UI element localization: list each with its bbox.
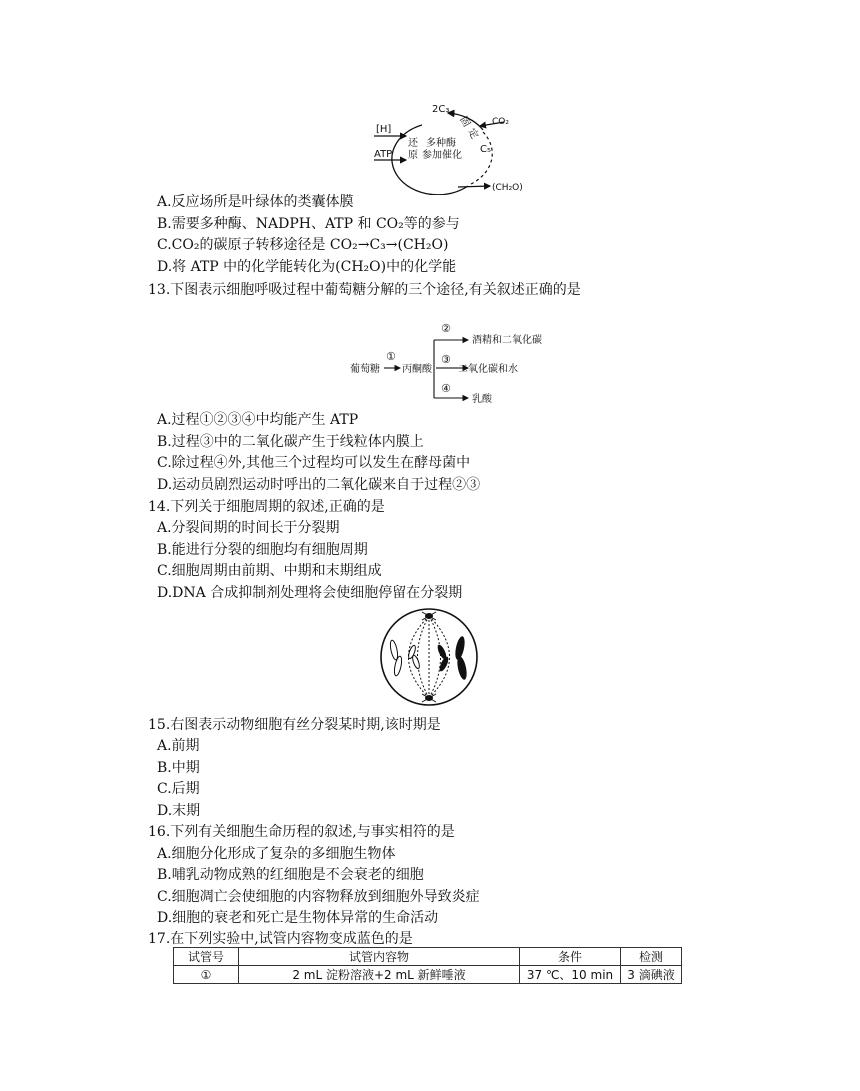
glucose-label: 葡萄糖 [350, 364, 380, 375]
experiment-table [173, 947, 682, 984]
ch2o-label: (CH₂O) [492, 183, 523, 193]
yuan-label: 原 [408, 150, 418, 161]
enzyme-label-2: 参加催化 [422, 150, 462, 161]
table-cell: 37 ℃、10 min [520, 966, 621, 984]
pyruvate-label: 丙酮酸 [402, 364, 432, 375]
q15-option-c: C.后期 [157, 781, 200, 797]
c3-label: 2C₃ [432, 104, 450, 115]
q14-option-d: D.DNA 合成抑制剂处理将会使细胞停留在分裂期 [157, 585, 463, 601]
co2-label: CO₂ [492, 117, 509, 127]
q13-option-d: D.运动员剧烈运动时呼出的二氧化碳来自于过程②③ [157, 477, 481, 493]
output-3-label: 二氧化碳和水 [458, 364, 518, 375]
enzyme-label-1: 多种酶 [426, 138, 456, 149]
atp-label: ATP [374, 149, 393, 160]
respiration-pathway-diagram [348, 318, 558, 408]
q14-option-a: A.分裂间期的时间长于分裂期 [157, 520, 340, 536]
q14-stem: 14.下列关于细胞周期的叙述,正确的是 [148, 499, 385, 515]
q12-option-b: B.需要多种酶、NADPH、ATP 和 CO₂等的参与 [157, 216, 460, 232]
table-cell: 2 mL 淀粉溶液+2 mL 新鲜唾液 [239, 966, 520, 984]
q17-stem: 17.在下列实验中,试管内容物变成蓝色的是 [148, 931, 413, 947]
q16-option-b: B.哺乳动物成熟的红细胞是不会衰老的细胞 [157, 867, 424, 883]
table-header-row [174, 948, 682, 966]
fixation-label-2: 定 [465, 126, 480, 142]
table-cell: ① [174, 966, 239, 984]
q16-option-a: A.细胞分化形成了复杂的多细胞生物体 [157, 846, 396, 862]
table-header: 检测 [621, 948, 682, 966]
q13-stem: 13.下图表示细胞呼吸过程中葡萄糖分解的三个途径,有关叙述正确的是 [148, 282, 581, 298]
q12-option-d: D.将 ATP 中的化学能转化为(CH₂O)中的化学能 [157, 259, 457, 275]
output-4-label: 乳酸 [472, 394, 492, 405]
q13-option-b: B.过程③中的二氧化碳产生于线粒体内膜上 [157, 434, 424, 450]
q13-option-a: A.过程①②③④中均能产生 ATP [157, 412, 359, 428]
q15-option-d: D.末期 [157, 803, 201, 819]
process-3-label: ③ [441, 353, 451, 366]
huan-label: 还 [408, 138, 418, 149]
q16-stem: 16.下列有关细胞生命历程的叙述,与事实相符的是 [148, 824, 455, 840]
calvin-cycle-diagram [368, 100, 528, 195]
q15-option-b: B.中期 [157, 760, 200, 776]
h-label: [H] [376, 124, 392, 135]
q14-option-c: C.细胞周期由前期、中期和末期组成 [157, 563, 382, 579]
table-row [174, 966, 682, 984]
process-4-label: ④ [441, 382, 451, 395]
mitosis-cell-diagram [378, 606, 480, 708]
table-header: 试管号 [174, 948, 239, 966]
q15-stem: 15.右图表示动物细胞有丝分裂某时期,该时期是 [148, 717, 441, 733]
fixation-label-1: 固 [457, 114, 472, 130]
q16-option-d: D.细胞的衰老和死亡是生物体异常的生命活动 [157, 910, 439, 926]
process-2-label: ② [441, 322, 451, 335]
table-cell: 3 滴碘液 [621, 966, 682, 984]
q13-option-c: C.除过程④外,其他三个过程均可以发生在酵母菌中 [157, 455, 471, 471]
process-1-label: ① [386, 350, 396, 363]
q15-option-a: A.前期 [157, 738, 200, 754]
q16-option-c: C.细胞凋亡会使细胞的内容物释放到细胞外导致炎症 [157, 889, 480, 905]
q12-option-c: C.CO₂的碳原子转移途径是 CO₂→C₃→(CH₂O) [157, 237, 449, 253]
q14-option-b: B.能进行分裂的细胞均有细胞周期 [157, 542, 368, 558]
table-header: 试管内容物 [239, 948, 520, 966]
output-2-label: 酒精和二氧化碳 [472, 335, 542, 346]
table-header: 条件 [520, 948, 621, 966]
c5-label: C₅ [480, 144, 491, 155]
q12-option-a: A.反应场所是叶绿体的类囊体膜 [157, 194, 354, 210]
